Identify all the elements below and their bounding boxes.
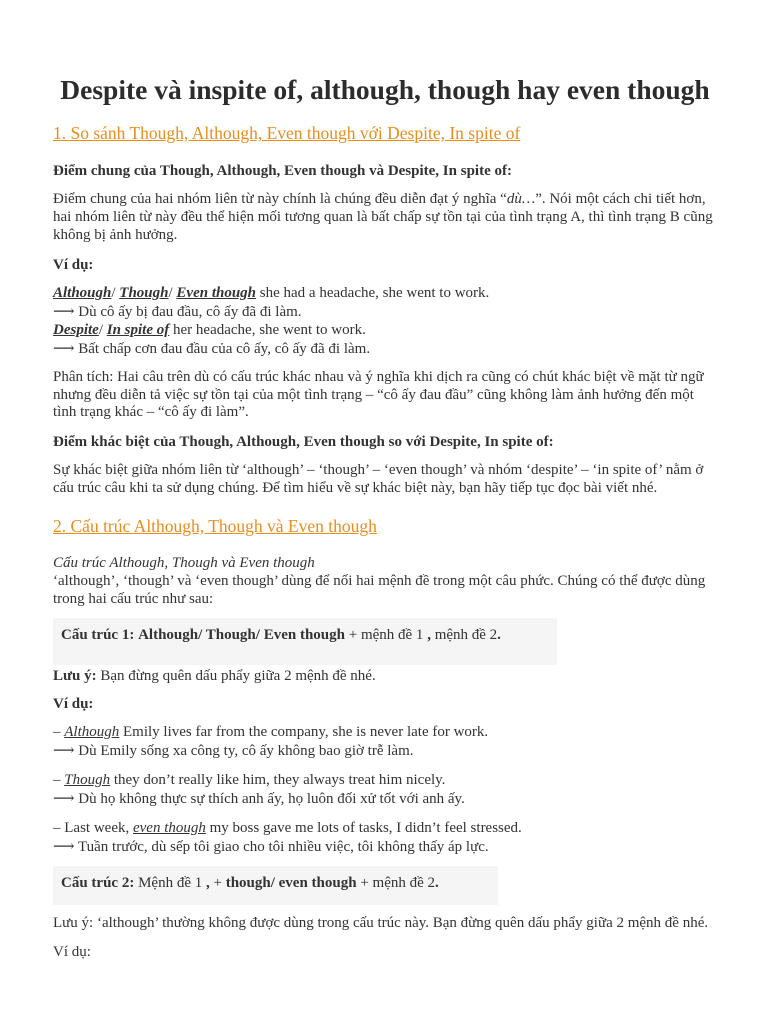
structure-2-clause-1: Mệnh đề 1: [138, 875, 203, 892]
article-body: [53, 0, 717, 961]
structure-2-clause-2: + mệnh đề 2: [360, 875, 436, 892]
analysis-paragraph: Phân tích: Hai câu trên dù có cấu trúc khác nhau và ý nghĩa khi dịch ra cũng có chút khác biệt về mặt từ ngữ nhưng đều diễn tả việc sự tồn tại của một tình trạng – “cô ấy đau đầu” cũng không làm ảnh hưởng đến một tình trạng khác – “cô ấy đi làm”.: [53, 369, 704, 421]
structure-1-comma: ,: [427, 626, 431, 643]
section-heading-structure[interactable]: 2. Cấu trúc Although, Though và Even though: [53, 515, 377, 536]
example-dash: –: [53, 771, 61, 788]
structure-intro: [53, 554, 717, 608]
example-sentence-rest: Emily lives far from the company, she is never late for work.: [123, 723, 489, 740]
example-sentence-despite: [53, 321, 717, 340]
structure-2-comma: ,: [205, 875, 210, 892]
example-although-emily: [53, 723, 717, 761]
similarity-quoted-word: dù…: [506, 191, 536, 207]
structure-2-box: [53, 866, 498, 905]
keyword-separator: /: [111, 285, 116, 301]
structure-1-period: .: [497, 626, 501, 643]
structure-1-clause-1: + mệnh đề 1: [348, 626, 424, 643]
example-sentence: [53, 771, 717, 790]
note-comma: [53, 667, 717, 685]
example-sentence-rest: my boss gave me lots of tasks, I didn’t feel stressed.: [209, 819, 522, 836]
keyword-though: Though: [119, 285, 169, 301]
example-label: Ví dụ:: [53, 695, 94, 712]
similarity-heading: Điểm chung của Though, Although, Even though và Despite, In spite of:: [53, 163, 512, 179]
keyword-even-though: Even though: [176, 285, 257, 301]
example-label: Ví dụ:: [53, 944, 91, 961]
difference-heading: Điểm khác biệt của Though, Although, Even though so với Despite, In spite of:: [53, 433, 554, 450]
example-though-treat: [53, 771, 717, 809]
example-sentence-rest: her headache, she went to work.: [173, 322, 366, 338]
example-translation: ⟶ Dù cô ấy bị đau đầu, cô ấy đã đi làm.: [53, 303, 302, 320]
example-translation: ⟶ Dù họ không thực sự thích anh ấy, họ luôn đối xử tốt với anh ấy.: [53, 790, 465, 807]
example-sentence-rest: she had a headache, she went to work.: [259, 285, 490, 301]
example-even-though-boss: [53, 819, 717, 857]
structure-2-conjunctions: though/ even though: [225, 875, 357, 892]
structure-2-period: .: [435, 875, 439, 892]
structure-2-plus: +: [213, 875, 222, 892]
similarity-text-end: ”. Nói một cách chi tiết hơn, hai nhóm liên từ này đều thể hiện mối tương quan là bất chấp sự tồn tại của tình trạng A, thì tình trạng B cũng không bị ảnh hưởng.: [53, 191, 713, 243]
similarity-text-start: Điểm chung của hai nhóm liên từ này chính là chúng đều diễn đạt ý nghĩa “: [53, 191, 507, 207]
note-text: Bạn đừng quên dấu phẩy giữa 2 mệnh đề nhé.: [100, 667, 376, 684]
structure-2-label: Cấu trúc 2:: [61, 875, 135, 892]
structure-1-label: Cấu trúc 1:: [61, 626, 135, 643]
keyword-although: Although: [64, 723, 120, 740]
section-heading-comparison[interactable]: 1. So sánh Though, Although, Even though với Despite, In spite of: [53, 123, 521, 143]
keyword-separator: /: [168, 285, 173, 301]
example-sentence: [53, 723, 717, 742]
keyword-although: Although: [53, 285, 112, 301]
example-label: Ví dụ:: [53, 257, 94, 273]
keyword-even-though: even though: [132, 819, 206, 836]
example-group-comparison: [53, 284, 717, 358]
example-sentence: [53, 819, 717, 838]
difference-paragraph: Sự khác biệt giữa nhóm liên từ ‘although’ – ‘though’ – ‘even though’ và nhóm ‘despite’ – ‘in spite of’ nằm ở cấu trúc câu khi ta sử dụng chúng. Để tìm hiểu về sự khác biệt này, bạn hãy tiếp tục đọc bài viết nhé.: [53, 461, 704, 496]
keyword-though: Though: [64, 771, 111, 788]
keyword-despite: Despite: [53, 322, 99, 338]
example-sentence-rest: they don’t really like him, they always treat him nicely.: [113, 771, 446, 788]
example-translation: ⟶ Bất chấp cơn đau đầu của cô ấy, cô ấy đã đi làm.: [53, 340, 371, 357]
similarity-paragraph: [53, 190, 717, 244]
structure-1-clause-2: mệnh đề 2: [434, 626, 498, 643]
note-although-usage: Lưu ý: ‘although’ thường không được dùng trong cấu trúc này. Bạn đừng quên dấu phẩy giữa 2 mệnh đề nhé.: [53, 915, 709, 932]
example-translation: ⟶ Tuần trước, dù sếp tôi giao cho tôi nhiều việc, tôi không thấy áp lực.: [53, 838, 489, 855]
example-translation: ⟶ Dù Emily sống xa công ty, cô ấy không bao giờ trễ làm.: [53, 742, 414, 759]
example-lead: – Last week,: [53, 819, 130, 836]
example-dash: –: [53, 723, 61, 740]
keyword-in-spite-of: In spite of: [106, 322, 170, 338]
structure-intro-subtitle: Cấu trúc Although, Though và Even though: [53, 554, 315, 571]
note-label: Lưu ý:: [53, 667, 97, 684]
example-sentence-although: [53, 284, 717, 303]
structure-1-box: [53, 618, 557, 665]
structure-1-conjunctions: Although/ Though/ Even though: [138, 626, 345, 643]
page-title: Despite và inspite of, although, though hay even though: [60, 74, 710, 105]
structure-intro-text: ‘although’, ‘though’ và ‘even though’ dùng để nối hai mệnh đề trong một câu phức. Chúng có thể được dùng trong hai cấu trúc như sau:: [53, 572, 706, 607]
keyword-separator: /: [98, 322, 103, 338]
